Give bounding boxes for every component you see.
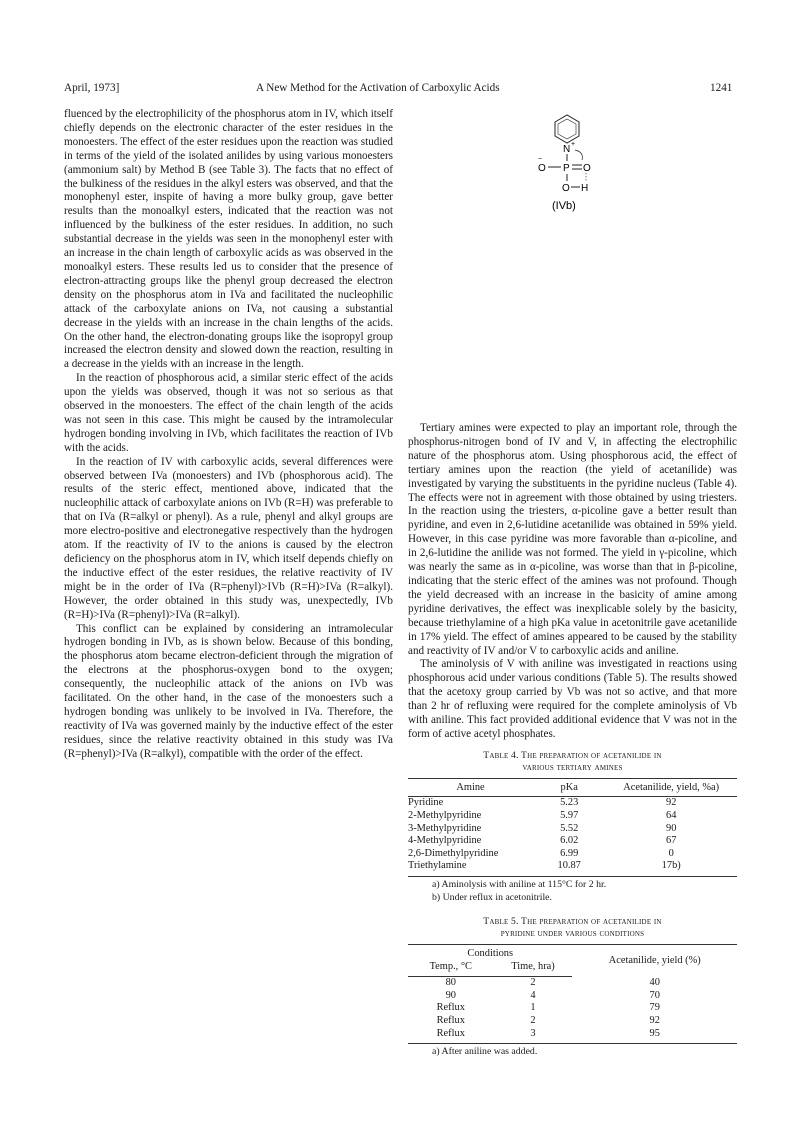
table-row: [408, 848, 737, 861]
table-cell: 2: [530, 977, 536, 989]
table-cell: 5.23: [560, 797, 579, 809]
table-row: [408, 810, 737, 823]
oxygen-left-label: O: [538, 163, 546, 174]
table5-header-yield: Acetanilide, yield (%): [608, 954, 701, 966]
table5-group-header: Conditions: [467, 948, 514, 959]
table-cell: Reflux: [436, 1027, 465, 1039]
oxygen-right-label: O: [583, 163, 591, 174]
table5-caption: Table 5. The preparation of acetanilide in: [483, 916, 662, 927]
table-cell: 4: [530, 989, 536, 1001]
table-cell: 95: [649, 1027, 660, 1039]
oxygen-bottom-label: O: [562, 183, 570, 194]
table-row: [408, 823, 737, 836]
table-cell: 90: [445, 989, 456, 1001]
table-row: [408, 860, 737, 876]
table-cell: 17b): [661, 860, 681, 872]
table4-caption-line2: various tertiary amines: [522, 761, 623, 773]
table5-footnote-a: a) After aniline was added.: [432, 1046, 538, 1058]
svg-text:−: −: [538, 156, 543, 163]
structure-caption: (IVb): [552, 200, 576, 212]
table-cell: 1: [530, 1002, 536, 1014]
table-cell: Triethylamine: [408, 860, 467, 872]
table-row: [408, 1002, 737, 1015]
table-cell: 64: [666, 810, 677, 822]
page-number: 1241: [710, 82, 733, 94]
table4-header-yield: Acetanilide, yield, %a): [605, 778, 737, 797]
table-cell: 2,6-Dimethylpyridine: [408, 847, 499, 859]
table4-header-amine: Amine: [408, 778, 533, 797]
table-cell: 70: [649, 989, 660, 1001]
table-cell: Reflux: [436, 1014, 465, 1026]
table-cell: 5.52: [560, 822, 579, 834]
table-cell: Pyridine: [408, 797, 444, 809]
table4-caption: Table 4. The preparation of acetanilide in: [483, 749, 662, 761]
table-cell: 10.87: [557, 860, 581, 872]
table-row: [408, 1015, 737, 1028]
paragraph: In the reaction of phosphorous acid, a similar steric effect of the acids upon the yields was observed, though it was not so serious as that observed in the monoesters. The effect of the chain length of the acids was not seen in this case. This might be caused by the intramolecular hydrogen bonding involving in IVb, which facilitates the reaction of IVb with the acids.: [64, 372, 393, 454]
table-cell: Reflux: [436, 1002, 465, 1014]
left-column: [64, 108, 393, 762]
table-cell: 92: [666, 797, 677, 809]
paragraph: fluenced by the electrophilicity of the phosphorus atom in IV, which itself chiefly depends on the electronic character of the ester residues in the monoesters. The effect of the ester residues upon the reaction was studied in terms of the yield of the isolated anilides by using various monoesters (ammonium salt) by Method B (see Table 3). The facts that no effect of the bulkiness of the residues in the alkyl esters was observed, and that the monophenyl ester, inspite of having a more bulky group, gave better results than the monoalkyl esters, indicated that the reaction was not influenced by the bulkiness of the ester residues. In addition, no such substantial decrease in the yields was seen in the monophenyl ester with an increase in the chain length of carboxylic acids as was observed in the monoalkyl esters. These results led us to consider that the presence of electron-attracting groups like the phenyl group decreased the electron density on the phosphorus atom in IVa and facilitated the nucleophilic attack of the carboxylate anions on IVa, not causing a substantial decrease in the yields with an increase in the chain lengths of the acids. On the other hand, the electron-donating groups like the isopropyl group increased the electron density and slowed down the reaction, resulting in a decrease in the yields with an increase in the length.: [64, 108, 393, 371]
table-cell: 67: [666, 835, 677, 847]
table-row: [408, 835, 737, 848]
table-cell: 79: [649, 1002, 660, 1014]
table-cell: 4-Methylpyridine: [408, 835, 482, 847]
table5: [408, 944, 737, 1044]
table-cell: 6.99: [560, 847, 579, 859]
table-cell: 6.02: [560, 835, 579, 847]
table5-header-temp: Temp., °C: [408, 961, 494, 977]
nitrogen-label: N: [563, 144, 571, 155]
svg-text:+: +: [571, 141, 576, 148]
table-cell: 90: [666, 822, 677, 834]
table4-footnote-a: a) Aminolysis with aniline at 115°C for 2 hr.: [432, 879, 607, 890]
table-cell: 3-Methylpyridine: [408, 822, 482, 834]
table-cell: 92: [649, 1014, 660, 1026]
paragraph: The aminolysis of V with aniline was investigated in reactions using phosphorous acid under various conditions (Table 5). The results showed that the acetoxy group carried by Vb was not so active, and that more than 2 hr of refluxing were required for the complete aminolysis of Vb with aniline. This fact provided additional evidence that V was not in the form of active acetyl phosphates.: [408, 658, 737, 740]
table-cell: 80: [445, 977, 456, 989]
table-row: [408, 990, 737, 1003]
table-row: [408, 1028, 737, 1044]
pyridine-inner-ring: [558, 119, 576, 139]
table-cell: 2-Methylpyridine: [408, 810, 482, 822]
table5-header-time: Time, hra): [494, 961, 573, 977]
paragraph: This conflict can be explained by considering an intramolecular hydrogen bonding in IVb, as is shown below. Because of this bonding, the phosphorus atom became electron-deficient through the migration of the electrons at the phosphorus-oxygen bond to the oxygen; consequently, the nucleophilic attack of the anions on IVb was facilitated. On the other hand, in the case of the monoesters such a hydrogen bonding was unlikely to be involved in IVa. Therefore, the reactivity of IVa was governed mainly by the inductive effect of the ester residues, since the relative reactivity obtained in this study was IVa (R=phenyl)>IVa (R=alkyl), compatible with the order of the effect.: [64, 622, 393, 760]
structure-ivb-diagram: [520, 114, 640, 214]
running-header-date: April, 1973]: [64, 82, 120, 94]
paragraph: In the reaction of IV with carboxylic acids, several differences were observed between IVa (monoesters) and IVb (phosphorous acid). The results of the steric effect, mentioned above, indicated that the nucleophilic attack of carboxylate anions on IVb (R=H) was preferable to that on IVa (R=alkyl or phenyl). As a rule, phenyl and alkyl groups are more electro-positive and electronegative respectively than the hydrogen atom. If the reactivity of IV to the anions is caused by the electron deficiency on the phosphorus atom in IV, which itself depends chiefly on the inductive effect of the ester residues, the relative reactivity of IV might be in the order of IVa (R=phenyl)>IVb (R=H)>IVa (R=alkyl). However, the order obtained in this study was, unexpectedly, IVb (R=H)>IVa (R=phenyl)>IVa (R=alkyl).: [64, 455, 393, 621]
table-cell: 40: [649, 976, 660, 988]
phosphorus-label: P: [563, 163, 570, 174]
table4-header-pka: pKa: [533, 778, 605, 797]
right-column: [408, 422, 737, 1059]
hydrogen-label: H: [581, 183, 589, 194]
table-cell: 5.97: [560, 810, 579, 822]
table5-caption-line2: pyridine under various conditions: [500, 928, 645, 939]
table4: [408, 778, 737, 877]
electron-arrow: [575, 150, 582, 160]
table-cell: 0: [668, 847, 674, 859]
table-cell: 2: [530, 1014, 536, 1026]
table-row: [408, 977, 737, 990]
running-header-title: A New Method for the Activation of Carboxylic Acids: [256, 82, 500, 94]
table4-footnote-b: b) Under reflux in acetonitrile.: [432, 891, 552, 903]
paragraph: Tertiary amines were expected to play an important role, through the phosphorus-nitrogen bond of IV and V, in affecting the electrophilic nature of the phosphorus atom. Using phosphorous acid, the effect of tertiary amines upon the reaction (the yield of acetanilide) was investigated by varying the substituents in the pyridine nucleus (Table 4). The effects were not in agreement with those obtained by using triesters. In the reaction using the triesters, α-picoline gave a better result than pyridine, and even in 2,6-lutidine acetanilide was obtained in 59% yield. However, in this case pyridine was more favorable than α-picoline, and in 2,6-lutidine the anilide was not formed. The yield in γ-picoline, which was nearly the same as in α-picoline, was worse than that in β-picoline, indicating that the steric effect of the amines was not profound. Though the yield decreased with an increase in the basicity of amine among pyridine derivatives, the effect was inexplicable solely by the basicity, because triethylamine of a high pKa value in acetonitrile gave acetanilide in 17% yield. The effect of amines appeared to be caused by the stability and reactivity of IV and/or V to carboxylic acids and aniline.: [408, 422, 737, 657]
table-row: [408, 797, 737, 810]
table-cell: 3: [530, 1027, 536, 1039]
